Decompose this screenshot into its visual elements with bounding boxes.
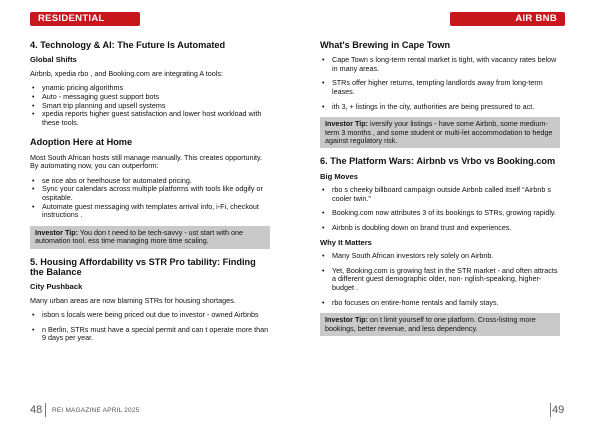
global-shifts-intro: Airbnb, xpedia rbo , and Booking.com are integrating A tools: <box>30 68 223 78</box>
why-it-matters-heading: Why It Matters <box>320 237 372 247</box>
adoption-heading: Adoption Here at Home <box>30 137 133 148</box>
list-item: • Smart trip planning and upsell systems <box>30 102 270 111</box>
folio-divider <box>45 403 46 417</box>
section-4-title: 4. Technology & AI: The Future Is Automated <box>30 40 226 50</box>
list-item: • STRs offer higher returns, tempting landlords away from long-term leases. <box>320 79 560 96</box>
cape-town-title: What's Brewing in Cape Town <box>320 40 451 50</box>
list-item: • rbo s cheeky billboard campaign outside Airbnb called itself “Airbnb s cooler twin.” <box>320 186 560 203</box>
right-column <box>320 40 560 344</box>
list-item: • rbo focuses on entire-home rentals and family stays. <box>320 299 560 308</box>
investor-tip-box <box>320 117 560 148</box>
city-pushback-list <box>30 311 270 343</box>
investor-tip-box <box>30 226 270 249</box>
investor-tip-box <box>320 313 560 336</box>
global-shifts-list <box>30 84 270 127</box>
tip-text: You don t need to be tech-savvy - ust start with one automation tool. ess time managing more time scaling. <box>35 227 244 246</box>
list-item: • Yet, Booking.com is growing fast in the STR market - and often attracts a different guest demographic older, non- nglish-speaking, higher-budget . <box>320 267 560 293</box>
list-item: • ith 3, + listings in the city, authorities are being pressured to act. <box>320 103 560 112</box>
page-number: 48 <box>30 404 43 416</box>
page-number: 49 <box>552 404 565 416</box>
list-item: • Many South African investors rely solely on Airbnb. <box>320 252 560 261</box>
tip-text: on t limit yourself to one platform. Cross-listing more bookings, better revenue, and less dependency. <box>325 315 536 333</box>
folio-divider <box>550 403 551 417</box>
list-item: • n Berlin, STRs must have a special permit and can t operate more than 9 days per year. <box>30 326 270 343</box>
city-pushback-heading: City Pushback <box>30 281 83 291</box>
section-6-title: 6. The Platform Wars: Airbnb vs Vrbo vs Booking.com <box>320 156 556 167</box>
list-item: • Auto - messaging guest support bots <box>30 93 270 102</box>
list-item: • Sync your calendars across multiple platforms with tools like odgify or ospitable. <box>30 185 270 202</box>
why-it-matters-list <box>320 252 560 307</box>
list-item: • isbon s locals were being priced out due to investor - owned Airbnbs <box>30 311 270 320</box>
cape-town-list <box>320 56 560 111</box>
tip-label: Investor Tip: <box>325 315 368 325</box>
list-item: • Automate guest messaging with templates arrival info, i-Fi, checkout instructions . <box>30 203 270 220</box>
big-moves-heading: Big Moves <box>320 171 358 181</box>
tip-text: iversify your listings - have some Airbnb, some medium-term 3 months , and some student or multi-let accommodation to hedge against regulatory risk. <box>325 119 553 145</box>
list-item: • ynamic pricing algorithms <box>30 84 270 93</box>
big-moves-list <box>320 186 560 232</box>
tip-label: Investor Tip: <box>35 227 78 237</box>
section-5-title: 5. Housing Affordability vs STR Pro tability: Finding the Balance <box>30 256 256 277</box>
magazine-footer: REI MAGAZINE APRIL 2025 <box>52 407 140 414</box>
list-item: • Booking.com now attributes 3 of its bookings to STRs, growing rapidly. <box>320 209 560 218</box>
adoption-list <box>30 177 270 220</box>
list-item: • Airbnb is doubling down on brand trust and experiences. <box>320 224 560 233</box>
left-column <box>30 40 270 349</box>
tip-label: Investor Tip: <box>325 119 368 129</box>
global-shifts-heading: Global Shifts <box>30 55 77 65</box>
list-item: • Cape Town s long-term rental market is tight, with vacancy rates below in many areas. <box>320 56 560 73</box>
adoption-paragraph: Most South African hosts still manage manually. This creates opportunity. By automating now, you can outperform: <box>30 152 263 171</box>
city-pushback-paragraph: Many urban areas are now blaming STRs for housing shortages. <box>30 295 236 305</box>
list-item: • se rice abs or heelhouse for automated pricing. <box>30 177 270 186</box>
right-page <box>300 0 600 424</box>
section-tag-residential: RESIDENTIAL <box>30 12 140 26</box>
list-item: • xpedia reports higher guest satisfaction and lower host workload with these tools. <box>30 110 270 127</box>
section-tag-airbnb: AIR BNB <box>450 12 565 26</box>
